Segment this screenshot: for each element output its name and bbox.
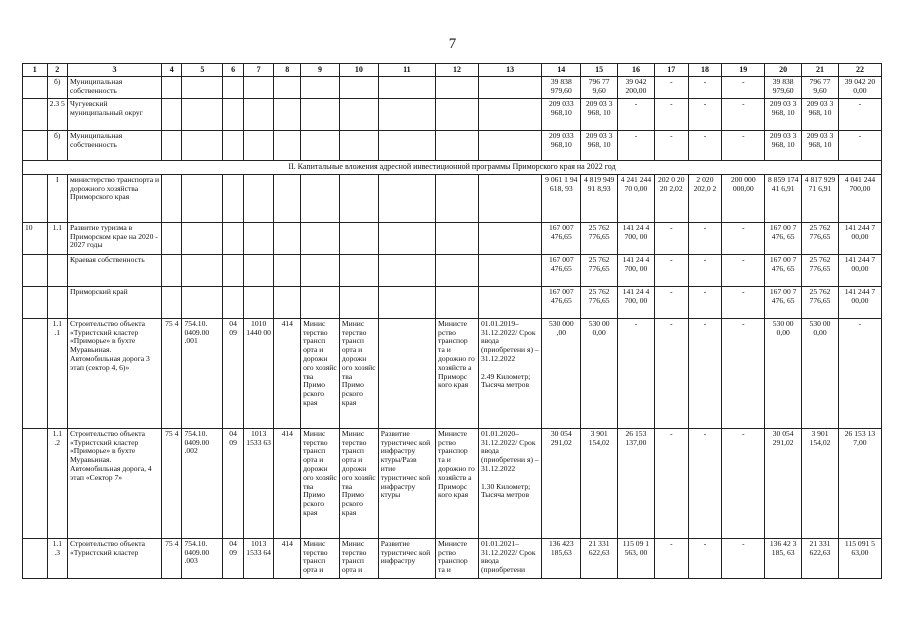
column-header: 11 — [378, 64, 435, 77]
column-header: 12 — [436, 64, 479, 77]
table-cell: 04 09 — [223, 428, 243, 538]
table-cell: Развитие туристичес кой инфрастру — [378, 538, 435, 578]
table-cell: - — [722, 538, 765, 578]
table-cell: 39 042 200,00 — [618, 77, 655, 99]
table-cell: I — [47, 174, 67, 222]
table-cell: - — [688, 254, 722, 286]
table-cell: - — [654, 131, 688, 161]
table-cell: Минис терство трансп орта и дорожн ого хозяйс тва Примо рского края — [301, 428, 340, 538]
table-cell: Чугуевский муниципальный округ — [67, 99, 161, 131]
table-cell — [274, 77, 301, 99]
table-cell: 209 03 3 968, 10 — [765, 99, 802, 131]
table-cell: - — [654, 538, 688, 578]
table-cell: 26 153 137,00 — [618, 428, 655, 538]
table-cell: 30 054 291,02 — [542, 428, 581, 538]
table-cell — [223, 77, 243, 99]
table-cell: 1.1 .2 — [47, 428, 67, 538]
table-cell — [378, 77, 435, 99]
table-cell: - — [654, 77, 688, 99]
table-cell: Строительство объекта «Туристский кластер «Приморье» в бухте Муравьиная. Автомобильная дорога 3 этап (сектор 4, 6)» — [67, 318, 161, 428]
table-cell: 25 762 776,65 — [802, 254, 839, 286]
investment-program-table — [22, 63, 882, 579]
table-cell: Приморский край — [67, 286, 161, 318]
table-cell — [436, 174, 479, 222]
table-cell: - — [838, 131, 881, 161]
column-header: 21 — [802, 64, 839, 77]
table-cell — [23, 131, 48, 161]
table-cell: Министе рство транспор та и дорожно го хозяйств а Приморс кого края — [436, 318, 479, 428]
page-number: 7 — [448, 36, 457, 52]
table-cell — [436, 131, 479, 161]
table-row — [23, 538, 882, 578]
table-cell — [436, 99, 479, 131]
table-cell: 141 244 7 00,00 — [838, 286, 881, 318]
table-cell — [47, 254, 67, 286]
table-cell: 4 819 949 91 8,93 — [581, 174, 618, 222]
table-row — [23, 174, 882, 222]
table-cell: 136 42 3 185, 63 — [765, 538, 802, 578]
table-cell — [436, 222, 479, 254]
table-cell: - — [654, 254, 688, 286]
table-cell: 25 762 776,65 — [581, 254, 618, 286]
section-title: II. Капитальные вложения адресной инвестиционной программы Приморского края на 2022 год — [23, 161, 882, 175]
table-cell: - — [618, 99, 655, 131]
table-cell: Министе рство транспор та и — [436, 538, 479, 578]
table-cell: 4 817 929 71 6,91 — [802, 174, 839, 222]
table-row — [23, 254, 882, 286]
table-cell — [162, 286, 182, 318]
table-cell — [436, 286, 479, 318]
column-header: 1 — [23, 64, 48, 77]
table-cell: 4 241 244 70 0,00 — [618, 174, 655, 222]
table-cell: 209 03 3 968, 10 — [581, 131, 618, 161]
table-cell: 141 24 4 700, 00 — [618, 222, 655, 254]
table-cell: 167 00 7 476, 65 — [765, 222, 802, 254]
table-cell: 209 033 968,10 — [542, 99, 581, 131]
table-cell — [339, 77, 378, 99]
table-cell: 04 09 — [223, 318, 243, 428]
column-header: 22 — [838, 64, 881, 77]
table-cell: - — [838, 318, 881, 428]
table-cell — [378, 99, 435, 131]
section-row — [23, 161, 882, 175]
table-cell — [182, 254, 223, 286]
table-cell — [378, 318, 435, 428]
table-cell — [339, 286, 378, 318]
table-cell: - — [654, 318, 688, 428]
table-cell: - — [688, 77, 722, 99]
table-cell: - — [654, 99, 688, 131]
table-cell — [478, 131, 541, 161]
table-cell — [23, 428, 48, 538]
table-cell — [23, 538, 48, 578]
table-cell: 115 09 1 563, 00 — [618, 538, 655, 578]
table-cell — [23, 318, 48, 428]
table-cell: 141 24 4 700, 00 — [618, 254, 655, 286]
table-cell: 2 020 202,0 2 — [688, 174, 722, 222]
table-cell: 796 77 9,60 — [802, 77, 839, 99]
column-header: 3 — [67, 64, 161, 77]
table-cell: 530 00 0,00 — [802, 318, 839, 428]
table-cell — [243, 254, 274, 286]
column-header: 2 — [47, 64, 67, 77]
table-cell: - — [618, 318, 655, 428]
table-cell — [301, 99, 340, 131]
table-cell: 1010 1440 00 — [243, 318, 274, 428]
table-cell — [223, 174, 243, 222]
table-cell — [182, 174, 223, 222]
table-cell: - — [722, 77, 765, 99]
table-row — [23, 77, 882, 99]
table-cell: 9 061 1 94 618, 93 — [542, 174, 581, 222]
table-cell: 167 007 476,65 — [542, 254, 581, 286]
table-cell — [182, 77, 223, 99]
table-cell — [243, 286, 274, 318]
column-header: 20 — [765, 64, 802, 77]
table-cell: 1.1 .1 — [47, 318, 67, 428]
table-cell: 25 762 776,65 — [802, 286, 839, 318]
table-cell: 01.01.2019– 31.12.2022/ Срок ввода (приобретени я) – 31.12.2022 2.49 Километр; Тысяча метров — [478, 318, 541, 428]
column-header: 9 — [301, 64, 340, 77]
table-cell: - — [688, 318, 722, 428]
table-cell: - — [688, 286, 722, 318]
table-cell — [182, 131, 223, 161]
column-header: 4 — [162, 64, 182, 77]
table-cell — [274, 222, 301, 254]
table-cell — [243, 77, 274, 99]
table-cell: Муниципальная собственность — [67, 131, 161, 161]
table-cell — [436, 254, 479, 286]
table-cell: 26 153 13 7,00 — [838, 428, 881, 538]
table-cell — [378, 286, 435, 318]
table-cell: - — [618, 131, 655, 161]
table-cell — [243, 174, 274, 222]
table-cell: 30 054 291,02 — [765, 428, 802, 538]
table-cell: министерство транспорта и дорожного хозяйства Приморского края — [67, 174, 161, 222]
table-cell: 414 — [274, 538, 301, 578]
column-header: 5 — [182, 64, 223, 77]
table-cell — [23, 174, 48, 222]
table-cell: 209 033 968,10 — [542, 131, 581, 161]
table-cell: Строительство объекта «Туристский кластер «Приморье» в бухте Муравьиная. Автомобильная дорога, 4 этап «Сектор 7» — [67, 428, 161, 538]
table-cell: 1013 1533 64 — [243, 538, 274, 578]
table-cell: 414 — [274, 428, 301, 538]
table-cell: 25 762 776,65 — [802, 222, 839, 254]
table-cell — [478, 77, 541, 99]
table-cell — [182, 222, 223, 254]
table-cell — [223, 222, 243, 254]
table-cell — [274, 174, 301, 222]
table-cell: 115 091 5 63,00 — [838, 538, 881, 578]
table-cell — [339, 254, 378, 286]
table-cell — [339, 222, 378, 254]
table-cell — [339, 99, 378, 131]
table-cell — [301, 131, 340, 161]
column-header: 7 — [243, 64, 274, 77]
table-cell: 167 00 7 476, 65 — [765, 286, 802, 318]
table-cell: 141 244 7 00,00 — [838, 222, 881, 254]
table-cell — [243, 99, 274, 131]
table-row — [23, 131, 882, 161]
table-cell: - — [688, 428, 722, 538]
table-cell — [23, 99, 48, 131]
table-cell: - — [722, 318, 765, 428]
table-cell: - — [654, 222, 688, 254]
table-cell: 75 4 — [162, 318, 182, 428]
table-cell — [223, 286, 243, 318]
table-cell: - — [722, 222, 765, 254]
table-cell — [162, 254, 182, 286]
table-cell: - — [722, 428, 765, 538]
table-cell: 141 24 4 700, 00 — [618, 286, 655, 318]
table-cell — [436, 77, 479, 99]
table-cell: 01.01.2020– 31.12.2022/ Срок ввода (приобретени я) – 31.12.2022 1.30 Километр; Тысяча метров — [478, 428, 541, 538]
table-cell — [339, 174, 378, 222]
column-header: 18 — [688, 64, 722, 77]
table-row — [23, 222, 882, 254]
table-cell: Строительство объекта «Туристский кластер — [67, 538, 161, 578]
table-cell: 209 03 3 968, 10 — [581, 99, 618, 131]
table-cell: 2.3 5 — [47, 99, 67, 131]
table-cell: - — [722, 99, 765, 131]
table-cell: 141 244 7 00,00 — [838, 254, 881, 286]
table-cell: 25 762 776,65 — [581, 286, 618, 318]
table-cell: Минис терство трансп орта и — [339, 538, 378, 578]
table-cell: 754.10. 0409.00 .002 — [182, 428, 223, 538]
table-cell: 01.01.2021– 31.12.2022/ Срок ввода (приобретени — [478, 538, 541, 578]
table-cell — [378, 254, 435, 286]
table-cell — [301, 174, 340, 222]
table-cell — [243, 222, 274, 254]
table-cell: 754.10. 0409.00 .003 — [182, 538, 223, 578]
table-cell: - — [654, 286, 688, 318]
table-cell: Министе рство транспор та и дорожно го хозяйств а Приморс кого края — [436, 428, 479, 538]
column-header: 19 — [722, 64, 765, 77]
table-cell: 414 — [274, 318, 301, 428]
table-cell: Муниципальная собственность — [67, 77, 161, 99]
table-cell — [274, 254, 301, 286]
table-cell — [182, 99, 223, 131]
table-cell — [274, 131, 301, 161]
table-cell: б) — [47, 131, 67, 161]
table-cell: - — [838, 99, 881, 131]
table-cell: б) — [47, 77, 67, 99]
table-cell: 167 007 476,65 — [542, 286, 581, 318]
table-cell: 75 4 — [162, 538, 182, 578]
table-cell: Развитие туристичес кой инфрастру ктуры/Разв итие туристичес кой инфрастру ктуры — [378, 428, 435, 538]
table-row — [23, 428, 882, 538]
table-cell: - — [688, 131, 722, 161]
table-cell: 209 03 3 968, 10 — [802, 131, 839, 161]
table-cell: 8 859 174 41 6,91 — [765, 174, 802, 222]
table-cell — [162, 99, 182, 131]
table-cell: 530 00 0,00 — [765, 318, 802, 428]
table-cell — [162, 77, 182, 99]
table-cell — [478, 174, 541, 222]
table-cell: 202 0 20 20 2,02 — [654, 174, 688, 222]
column-header: 15 — [581, 64, 618, 77]
table-cell: 1.1 .3 — [47, 538, 67, 578]
table-cell: 136 423 185,63 — [542, 538, 581, 578]
table-cell — [378, 222, 435, 254]
table-cell — [378, 174, 435, 222]
table-cell — [223, 131, 243, 161]
table-cell: - — [722, 254, 765, 286]
column-header: 17 — [654, 64, 688, 77]
table-cell: - — [722, 131, 765, 161]
table-cell: Минис терство трансп орта и дорожн ого хозяйс тва Примо рского края — [339, 318, 378, 428]
table-cell: 10 — [23, 222, 48, 254]
table-cell — [162, 222, 182, 254]
column-header: 8 — [274, 64, 301, 77]
column-header: 6 — [223, 64, 243, 77]
table-cell: 39 838 979,60 — [542, 77, 581, 99]
table-cell — [23, 286, 48, 318]
table-cell — [378, 131, 435, 161]
table-cell — [478, 222, 541, 254]
table-cell: Краевая собственность — [67, 254, 161, 286]
table-cell: Минис терство трансп орта и дорожн ого хозяйс тва Примо рского края — [301, 318, 340, 428]
table-cell — [23, 254, 48, 286]
table-cell — [301, 254, 340, 286]
table-cell: 209 03 3 968, 10 — [802, 99, 839, 131]
table-cell: 530 00 0,00 — [581, 318, 618, 428]
table-cell — [478, 286, 541, 318]
table-cell: 3 901 154,02 — [802, 428, 839, 538]
table-row — [23, 318, 882, 428]
table-cell — [339, 131, 378, 161]
table-cell: - — [688, 222, 722, 254]
table-cell — [478, 254, 541, 286]
table-cell: - — [722, 286, 765, 318]
table-cell: 1.1 — [47, 222, 67, 254]
table-cell: 754.10. 0409.00 .001 — [182, 318, 223, 428]
table-cell — [223, 99, 243, 131]
table-cell — [162, 131, 182, 161]
table-cell: 200 000 000,00 — [722, 174, 765, 222]
table-cell: 209 03 3 968, 10 — [765, 131, 802, 161]
table-cell — [478, 99, 541, 131]
header-row — [23, 64, 882, 77]
table-cell: 796 77 9,60 — [581, 77, 618, 99]
table-row — [23, 99, 882, 131]
table-cell: 167 007 476,65 — [542, 222, 581, 254]
table-cell — [223, 254, 243, 286]
table-cell: 39 838 979,60 — [765, 77, 802, 99]
table-cell — [301, 286, 340, 318]
table-cell: Минис терство трансп орта и — [301, 538, 340, 578]
table-cell — [162, 174, 182, 222]
table-cell — [274, 99, 301, 131]
table-row — [23, 286, 882, 318]
table-cell: 39 042 20 0,00 — [838, 77, 881, 99]
table-cell — [243, 131, 274, 161]
table-cell — [274, 286, 301, 318]
table-cell — [47, 286, 67, 318]
table-cell: 4 041 244 700,00 — [838, 174, 881, 222]
table-cell: 530 000 ,00 — [542, 318, 581, 428]
column-header: 16 — [618, 64, 655, 77]
table-cell: 167 00 7 476, 65 — [765, 254, 802, 286]
table-cell: - — [688, 538, 722, 578]
column-header: 13 — [478, 64, 541, 77]
table-cell: 3 901 154,02 — [581, 428, 618, 538]
table-cell: 21 331 622,63 — [802, 538, 839, 578]
table-cell: Минис терство трансп орта и дорожн ого хозяйс тва Примо рского края — [339, 428, 378, 538]
column-header: 14 — [542, 64, 581, 77]
table-cell — [23, 77, 48, 99]
table-cell: Развитие туризма в Приморском крае на 2020 - 2027 годы — [67, 222, 161, 254]
column-header: 10 — [339, 64, 378, 77]
table-cell: - — [688, 99, 722, 131]
table-cell: 21 331 622,63 — [581, 538, 618, 578]
table-cell — [182, 286, 223, 318]
table-cell — [301, 77, 340, 99]
table-cell: 75 4 — [162, 428, 182, 538]
table-cell: 04 09 — [223, 538, 243, 578]
table-cell — [301, 222, 340, 254]
table-cell: 25 762 776,65 — [581, 222, 618, 254]
table-cell: - — [654, 428, 688, 538]
table-cell: 1013 1533 63 — [243, 428, 274, 538]
